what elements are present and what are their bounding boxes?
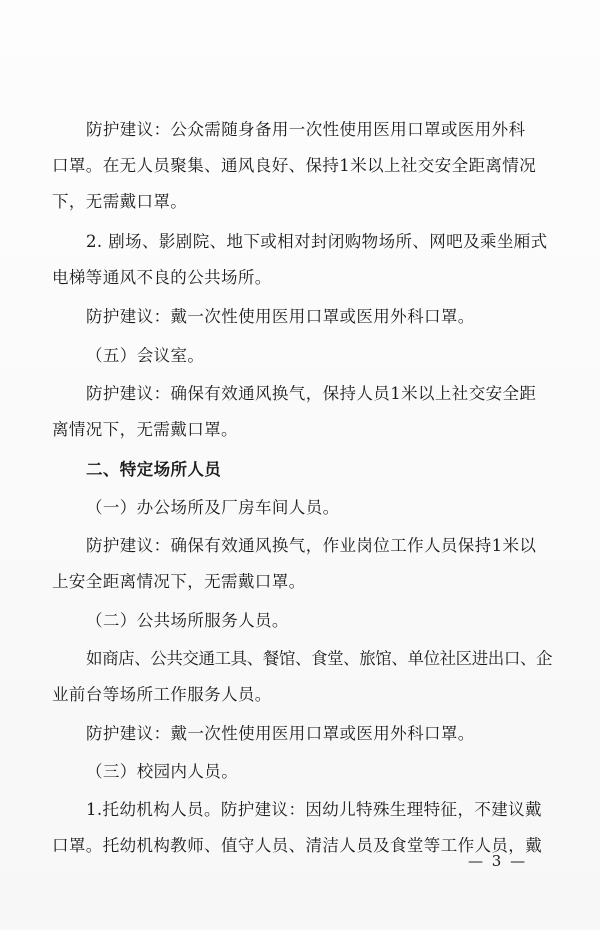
section-heading-meeting-room: （五）会议室。 (86, 346, 205, 365)
paragraph-line-12: 防护建议：确保有效通风换气，作业岗位工作人员保持1米以 (86, 536, 537, 555)
paragraph-line-15: 如商店、公共交通工具、餐馆、食堂、旅馆、单位社区进出口、企 (86, 649, 553, 668)
page-number: — 3 — (468, 852, 528, 870)
paragraph-line-8: 防护建议：确保有效通风换气，保持人员1米以上社交安全距 (86, 384, 537, 403)
paragraph-line-17: 防护建议：戴一次性使用医用口罩或医用外科口罩。 (86, 724, 475, 743)
paragraph-line-1: 防护建议：公众需随身备用一次性使用医用口罩或医用外科 (86, 120, 526, 139)
section-heading-special-places: 二、特定场所人员 (86, 460, 222, 479)
paragraph-line-9: 离情况下，无需戴口罩。 (52, 420, 238, 439)
paragraph-line-19: 1.托幼机构人员。防护建议：因幼儿特殊生理特征，不建议戴 (86, 800, 542, 819)
paragraph-line-4: 2. 剧场、影剧院、地下或相对封闭购物场所、网吧及乘坐厢式 (86, 232, 548, 251)
paragraph-line-13: 上安全距离情况下，无需戴口罩。 (52, 572, 306, 591)
paragraph-line-20: 口罩。托幼机构教师、值守人员、清洁人员及食堂等工作人员，戴 (52, 836, 543, 855)
paragraph-line-6: 防护建议：戴一次性使用医用口罩或医用外科口罩。 (86, 307, 475, 326)
paragraph-line-16: 业前台等场所工作服务人员。 (52, 685, 272, 704)
subsection-heading-office: （一）办公场所及厂房车间人员。 (86, 498, 340, 517)
paragraph-line-3: 下，无需戴口罩。 (52, 192, 188, 211)
subsection-heading-public-service: （二）公共场所服务人员。 (86, 611, 289, 630)
paragraph-line-5: 电梯等通风不良的公共场所。 (52, 268, 272, 287)
subsection-heading-campus: （三）校园内人员。 (86, 762, 239, 781)
paragraph-line-2: 口罩。在无人员聚集、通风良好、保持1米以上社交安全距离情况 (52, 156, 537, 175)
